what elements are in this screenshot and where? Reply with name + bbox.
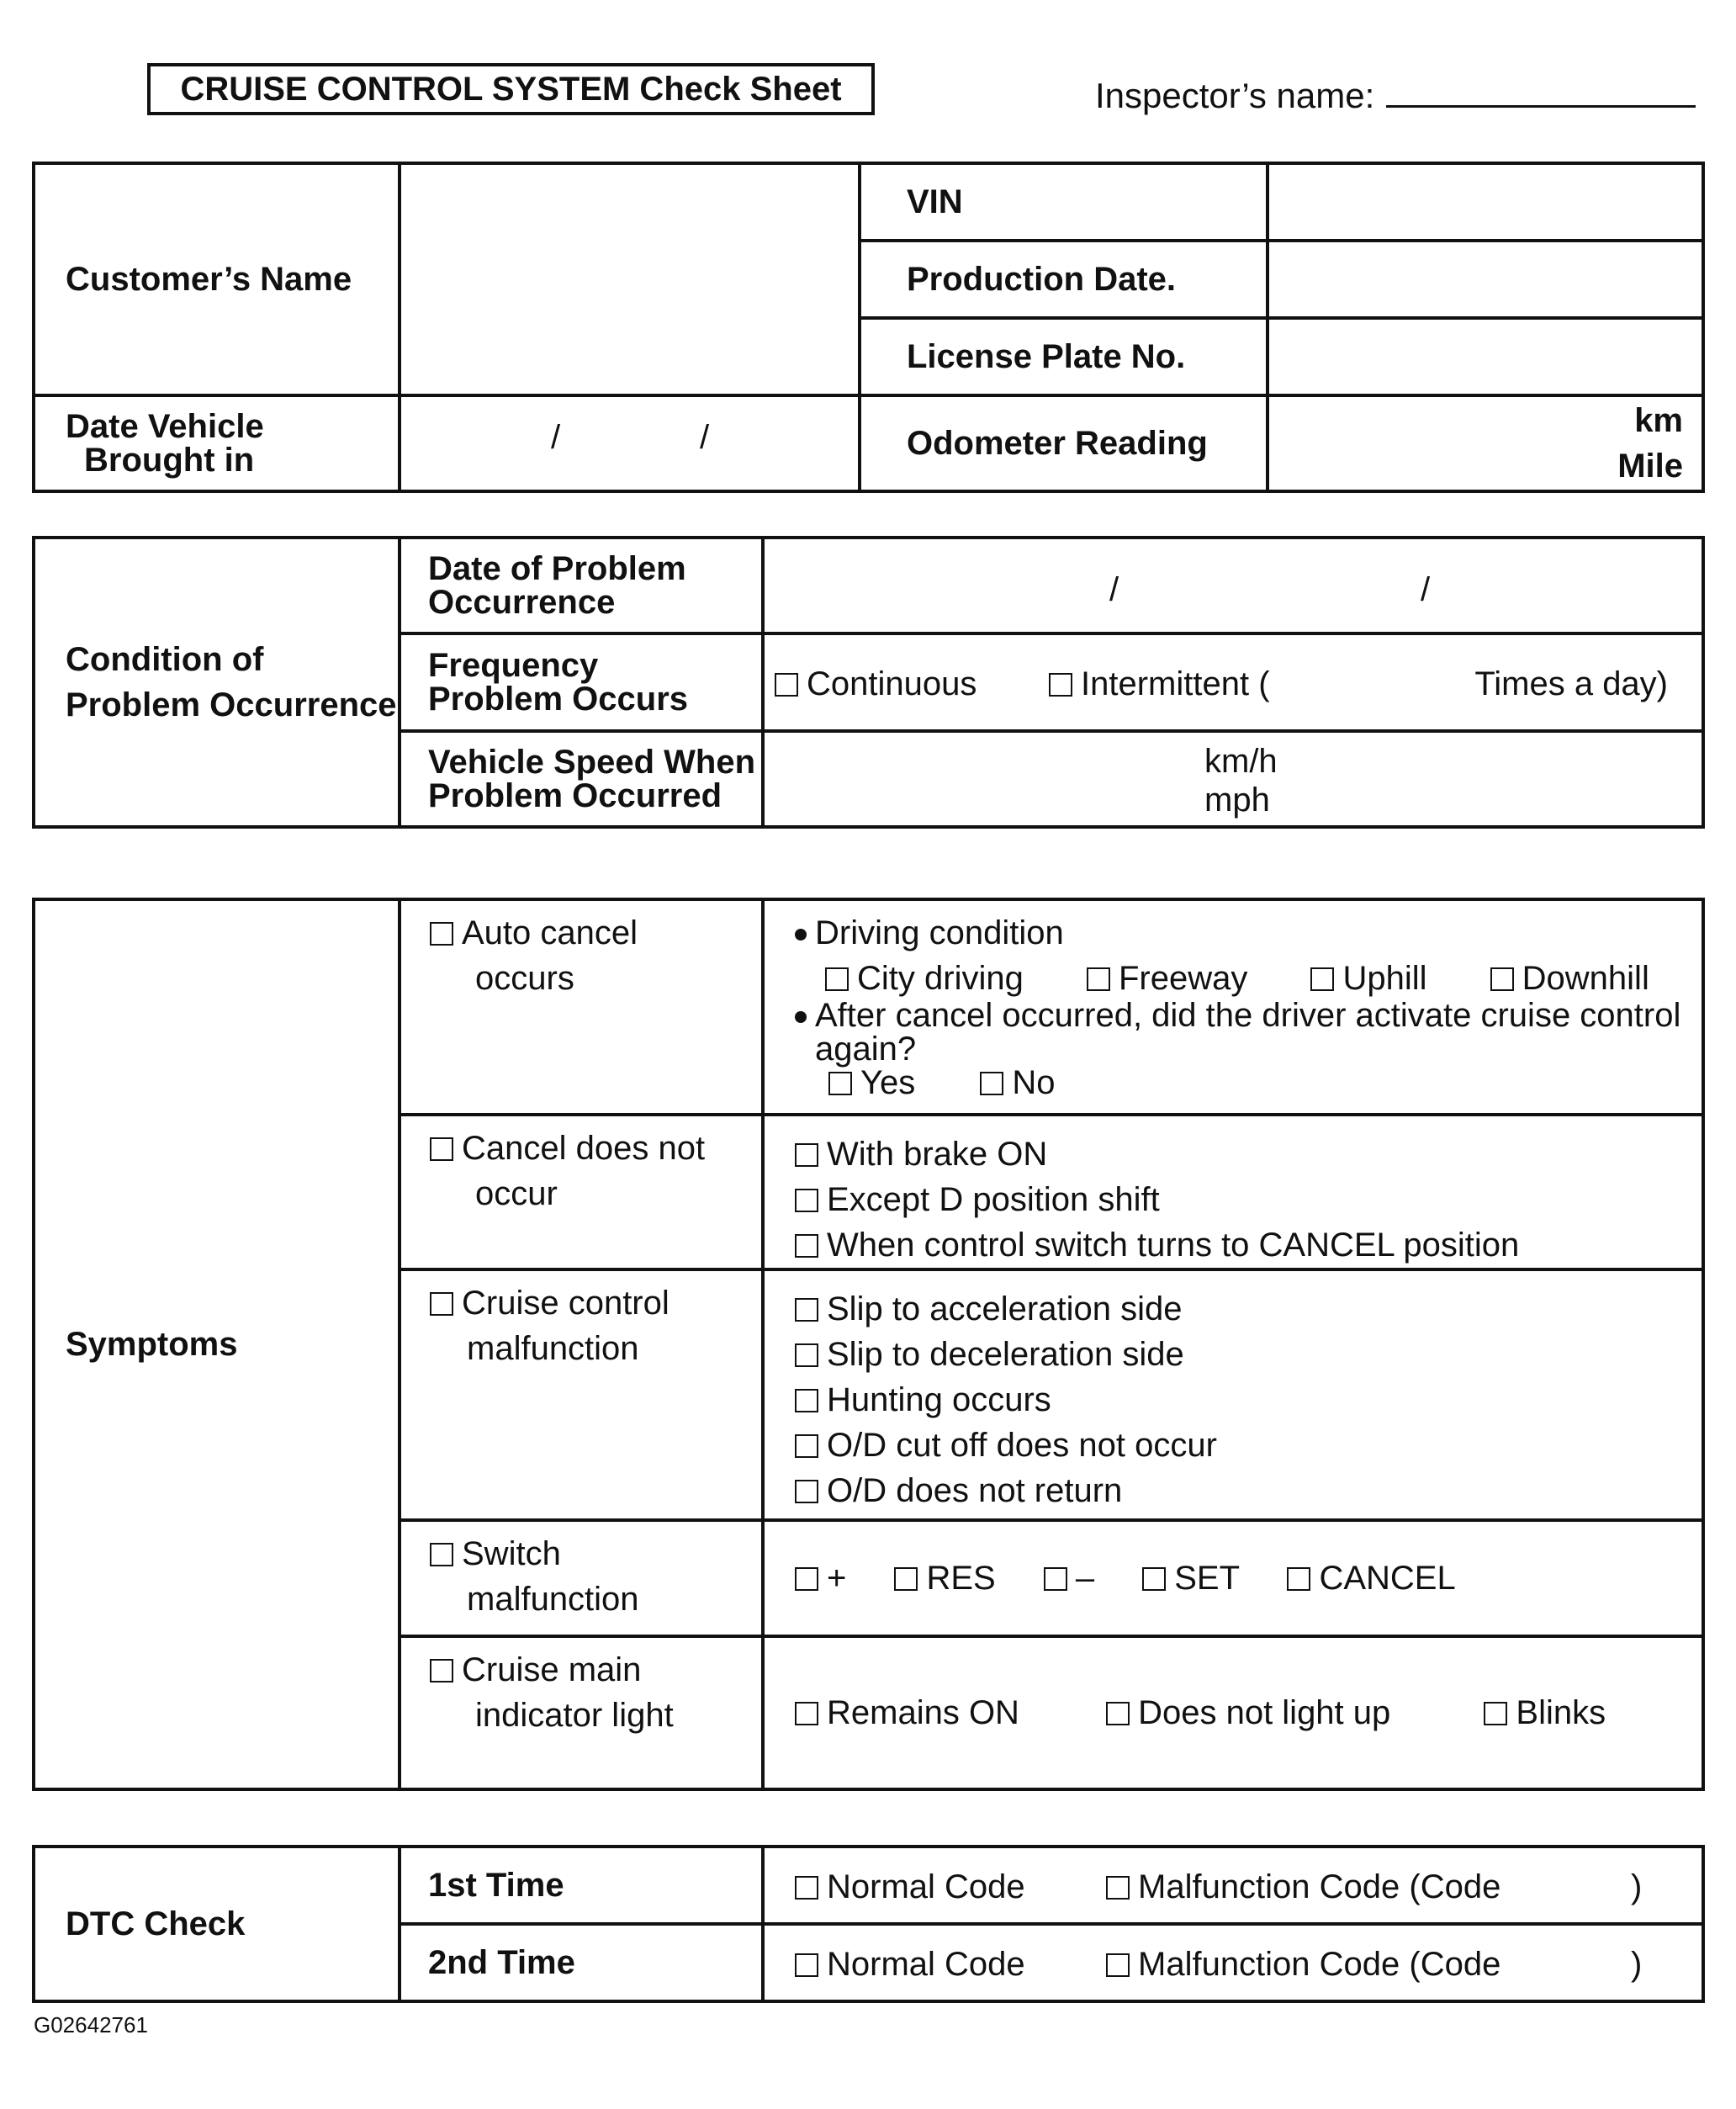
condition-table bbox=[32, 536, 1705, 829]
freeway-label: Freeway bbox=[1118, 960, 1248, 997]
sw-minus-label: – bbox=[1075, 1560, 1095, 1597]
sw-cancel-label: CANCEL bbox=[1319, 1560, 1456, 1597]
odometer-field[interactable] bbox=[1268, 395, 1703, 491]
after-cancel-line2: again? bbox=[815, 1031, 917, 1068]
intermittent-checkbox[interactable] bbox=[1049, 673, 1072, 697]
continuous-checkbox[interactable] bbox=[775, 673, 798, 697]
slip-acc-checkbox[interactable] bbox=[795, 1298, 818, 1322]
hunting-label: Hunting occurs bbox=[827, 1381, 1051, 1418]
except-d-option[interactable] bbox=[795, 1177, 1702, 1222]
date-problem-line1: Date of Problem bbox=[428, 550, 686, 587]
slip-dec-option[interactable] bbox=[795, 1332, 1702, 1377]
problem-date-slash-2: / bbox=[1421, 571, 1431, 608]
cruise-malfunction-option[interactable] bbox=[400, 1269, 763, 1520]
first-malfunction-option[interactable] bbox=[1106, 1870, 1500, 1904]
frequency-line2: Problem Occurs bbox=[428, 681, 689, 718]
vehicle-speed-line2: Problem Occurred bbox=[428, 777, 722, 814]
hunting-checkbox[interactable] bbox=[795, 1389, 818, 1412]
second-malfunction-label: Malfunction Code (Code bbox=[1138, 1946, 1501, 1983]
auto-cancel-option[interactable] bbox=[400, 899, 763, 1115]
first-normal-option[interactable] bbox=[795, 1870, 1025, 1904]
sw-res-option[interactable] bbox=[894, 1560, 995, 1597]
date-slash-1: / bbox=[551, 419, 561, 456]
yes-checkbox[interactable] bbox=[828, 1072, 852, 1095]
customer-name-label: Customer’s Name bbox=[34, 163, 400, 395]
switch-cancel-label: When control switch turns to CANCEL position bbox=[827, 1227, 1520, 1264]
production-date-label: Production Date. bbox=[860, 241, 1268, 318]
second-normal-label: Normal Code bbox=[827, 1946, 1025, 1983]
figure-id: G02642761 bbox=[34, 2012, 148, 2037]
after-cancel-question bbox=[795, 999, 1702, 1032]
auto-cancel-line2: occurs bbox=[475, 960, 574, 997]
condition-label-line1: Condition of bbox=[66, 641, 264, 678]
brake-on-option[interactable] bbox=[795, 1131, 1702, 1177]
second-normal-checkbox[interactable] bbox=[795, 1953, 818, 1977]
after-cancel-line1: After cancel occurred, did the driver activate cruise control bbox=[815, 997, 1681, 1034]
no-option[interactable] bbox=[980, 1064, 1055, 1101]
inspector-name-line[interactable] bbox=[1386, 77, 1696, 108]
unit-km: km bbox=[1634, 402, 1683, 439]
first-normal-checkbox[interactable] bbox=[795, 1876, 818, 1900]
uphill-checkbox[interactable] bbox=[1310, 967, 1334, 991]
date-problem-field[interactable] bbox=[763, 538, 1703, 633]
dtc-second-options bbox=[763, 1924, 1703, 2001]
continuous-label: Continuous bbox=[807, 665, 977, 702]
sw-minus-option[interactable] bbox=[1044, 1560, 1094, 1597]
second-malfunction-option[interactable] bbox=[1106, 1947, 1500, 1981]
driving-condition-text: Driving condition bbox=[815, 914, 1064, 951]
cruise-malfunction-text: Cruise control bbox=[462, 1285, 670, 1322]
production-date-field[interactable] bbox=[1268, 241, 1703, 318]
date-problem-line2: Occurrence bbox=[428, 584, 616, 621]
slip-dec-checkbox[interactable] bbox=[795, 1343, 818, 1367]
switch-malfunction-checkbox[interactable] bbox=[430, 1543, 453, 1566]
sw-cancel-option[interactable] bbox=[1287, 1560, 1455, 1597]
cancel-not-line2: occur bbox=[475, 1175, 558, 1212]
dtc-first-label: 1st Time bbox=[400, 1847, 763, 1924]
cruise-malfunction-checkbox[interactable] bbox=[430, 1292, 453, 1316]
sw-plus-option[interactable] bbox=[795, 1560, 846, 1597]
od-cut-checkbox[interactable] bbox=[795, 1434, 818, 1458]
yes-no-options bbox=[795, 1066, 1702, 1100]
switch-malfunction-option[interactable] bbox=[400, 1520, 763, 1636]
sw-plus-checkbox[interactable] bbox=[795, 1567, 818, 1591]
first-malfunction-label: Malfunction Code (Code bbox=[1138, 1868, 1501, 1905]
first-close-paren: ) bbox=[1631, 1868, 1643, 1905]
cruise-malfunction-line2: malfunction bbox=[467, 1330, 639, 1367]
brake-on-checkbox[interactable] bbox=[795, 1143, 818, 1167]
first-malfunction-checkbox[interactable] bbox=[1106, 1876, 1130, 1900]
condition-label bbox=[34, 538, 400, 827]
date-brought-in-label bbox=[34, 395, 400, 491]
blinks-option[interactable] bbox=[1484, 1694, 1606, 1731]
uphill-option[interactable] bbox=[1310, 960, 1426, 997]
symptoms-table bbox=[32, 898, 1705, 1791]
remains-on-label: Remains ON bbox=[827, 1694, 1019, 1731]
slip-acc-label: Slip to acceleration side bbox=[827, 1290, 1183, 1327]
city-checkbox[interactable] bbox=[825, 967, 849, 991]
date-problem-label bbox=[400, 538, 763, 633]
brake-on-label: With brake ON bbox=[827, 1136, 1048, 1173]
except-d-checkbox[interactable] bbox=[795, 1189, 818, 1212]
indicator-light-option[interactable] bbox=[400, 1636, 763, 1789]
freeway-option[interactable] bbox=[1087, 960, 1247, 997]
symptoms-label: Symptoms bbox=[34, 899, 400, 1789]
auto-cancel-checkbox[interactable] bbox=[430, 922, 453, 946]
freeway-checkbox[interactable] bbox=[1087, 967, 1110, 991]
date-brought-in-line2: Brought in bbox=[84, 442, 255, 479]
switch-malfunction-text: Switch bbox=[462, 1535, 561, 1572]
od-return-label: O/D does not return bbox=[827, 1472, 1123, 1509]
yes-label: Yes bbox=[860, 1064, 916, 1101]
unit-mph: mph bbox=[1204, 782, 1270, 819]
od-cut-option[interactable] bbox=[795, 1423, 1702, 1468]
odometer-label: Odometer Reading bbox=[860, 395, 1268, 491]
sw-set-checkbox[interactable] bbox=[1142, 1567, 1166, 1591]
slip-dec-label: Slip to deceleration side bbox=[827, 1336, 1184, 1373]
cancel-not-occur-option[interactable] bbox=[400, 1115, 763, 1269]
continuous-option[interactable] bbox=[775, 667, 977, 701]
sw-set-option[interactable] bbox=[1142, 1560, 1239, 1597]
switch-cancel-checkbox[interactable] bbox=[795, 1234, 818, 1258]
customer-name-field[interactable] bbox=[400, 163, 860, 395]
not-light-checkbox[interactable] bbox=[1106, 1702, 1130, 1725]
sheet-title: CRUISE CONTROL SYSTEM Check Sheet bbox=[147, 63, 875, 115]
bullet-icon bbox=[795, 1011, 807, 1023]
frequency-field bbox=[763, 633, 1703, 731]
switch-cancel-option[interactable] bbox=[795, 1222, 1702, 1268]
switch-malfunction-line1 bbox=[430, 1537, 761, 1571]
sw-res-checkbox[interactable] bbox=[894, 1567, 918, 1591]
slip-acc-option[interactable] bbox=[795, 1286, 1702, 1332]
date-slash-2: / bbox=[700, 419, 710, 456]
indicator-details bbox=[763, 1636, 1703, 1789]
inspector-label: Inspector’s name: bbox=[1095, 76, 1375, 115]
remains-on-option[interactable] bbox=[795, 1694, 1019, 1731]
except-d-label: Except D position shift bbox=[827, 1181, 1160, 1218]
bullet-icon bbox=[795, 929, 807, 941]
yes-option[interactable] bbox=[828, 1064, 915, 1101]
blinks-label: Blinks bbox=[1516, 1694, 1606, 1731]
od-cut-label: O/D cut off does not occur bbox=[827, 1427, 1217, 1464]
unit-mile: Mile bbox=[1617, 448, 1683, 485]
blinks-checkbox[interactable] bbox=[1484, 1702, 1507, 1725]
driving-condition-heading bbox=[795, 916, 1702, 950]
cruise-malfunction-details bbox=[763, 1269, 1703, 1520]
downhill-checkbox[interactable] bbox=[1490, 967, 1514, 991]
remains-on-checkbox[interactable] bbox=[795, 1702, 818, 1725]
times-a-day-label: Times a day) bbox=[1474, 665, 1668, 702]
vehicle-speed-field[interactable] bbox=[763, 731, 1703, 827]
dtc-table bbox=[32, 1845, 1705, 2003]
cancel-not-details bbox=[763, 1115, 1703, 1269]
vehicle-info-table bbox=[32, 162, 1705, 493]
downhill-label: Downhill bbox=[1522, 960, 1649, 997]
auto-cancel-line1 bbox=[430, 916, 761, 950]
switch-malfunction-line2: malfunction bbox=[467, 1581, 639, 1618]
sw-plus-label: + bbox=[827, 1560, 847, 1597]
city-label: City driving bbox=[857, 960, 1024, 997]
no-label: No bbox=[1012, 1064, 1056, 1101]
indicator-checkbox[interactable] bbox=[430, 1659, 453, 1682]
second-close-paren: ) bbox=[1631, 1946, 1643, 1983]
indicator-text: Cruise main bbox=[462, 1651, 642, 1688]
date-brought-in-field[interactable] bbox=[400, 395, 860, 491]
hunting-option[interactable] bbox=[795, 1377, 1702, 1423]
uphill-label: Uphill bbox=[1342, 960, 1427, 997]
vehicle-speed-line1: Vehicle Speed When bbox=[428, 744, 756, 781]
frequency-label bbox=[400, 633, 763, 731]
frequency-line1: Frequency bbox=[428, 647, 599, 684]
no-checkbox[interactable] bbox=[980, 1072, 1003, 1095]
second-normal-option[interactable] bbox=[795, 1947, 1025, 1981]
intermittent-option[interactable] bbox=[1049, 667, 1270, 701]
vin-field[interactable] bbox=[1268, 163, 1703, 241]
sw-cancel-checkbox[interactable] bbox=[1287, 1567, 1310, 1591]
od-return-checkbox[interactable] bbox=[795, 1480, 818, 1503]
problem-date-slash-1: / bbox=[1109, 571, 1119, 608]
inspector-field bbox=[1095, 76, 1696, 116]
sw-set-label: SET bbox=[1174, 1560, 1240, 1597]
switch-details bbox=[763, 1520, 1703, 1636]
sw-res-label: RES bbox=[926, 1560, 996, 1597]
not-light-label: Does not light up bbox=[1138, 1694, 1391, 1731]
first-normal-label: Normal Code bbox=[827, 1868, 1025, 1905]
cancel-not-text: Cancel does not bbox=[462, 1130, 706, 1167]
indicator-line2: indicator light bbox=[475, 1697, 674, 1734]
date-brought-in-line1: Date Vehicle bbox=[66, 408, 264, 445]
license-plate-field[interactable] bbox=[1268, 318, 1703, 395]
auto-cancel-details bbox=[763, 899, 1703, 1115]
driving-options bbox=[795, 962, 1702, 995]
sw-minus-checkbox[interactable] bbox=[1044, 1567, 1067, 1591]
downhill-option[interactable] bbox=[1490, 960, 1649, 997]
city-option[interactable] bbox=[825, 960, 1024, 997]
vin-label: VIN bbox=[860, 163, 1268, 241]
cancel-not-line1 bbox=[430, 1131, 761, 1165]
vehicle-speed-label bbox=[400, 731, 763, 827]
license-plate-label: License Plate No. bbox=[860, 318, 1268, 395]
dtc-first-options bbox=[763, 1847, 1703, 1924]
indicator-line1 bbox=[430, 1653, 761, 1687]
auto-cancel-text: Auto cancel bbox=[462, 914, 638, 951]
condition-label-line2: Problem Occurrence bbox=[66, 686, 397, 723]
not-light-option[interactable] bbox=[1106, 1694, 1390, 1731]
cancel-not-checkbox[interactable] bbox=[430, 1137, 453, 1161]
unit-kmh: km/h bbox=[1204, 743, 1278, 780]
dtc-check-label: DTC Check bbox=[34, 1847, 400, 2001]
second-malfunction-checkbox[interactable] bbox=[1106, 1953, 1130, 1977]
intermittent-label: Intermittent ( bbox=[1081, 665, 1270, 702]
cruise-malfunction-line1 bbox=[430, 1286, 761, 1320]
dtc-second-label: 2nd Time bbox=[400, 1924, 763, 2001]
od-return-option[interactable] bbox=[795, 1468, 1702, 1513]
